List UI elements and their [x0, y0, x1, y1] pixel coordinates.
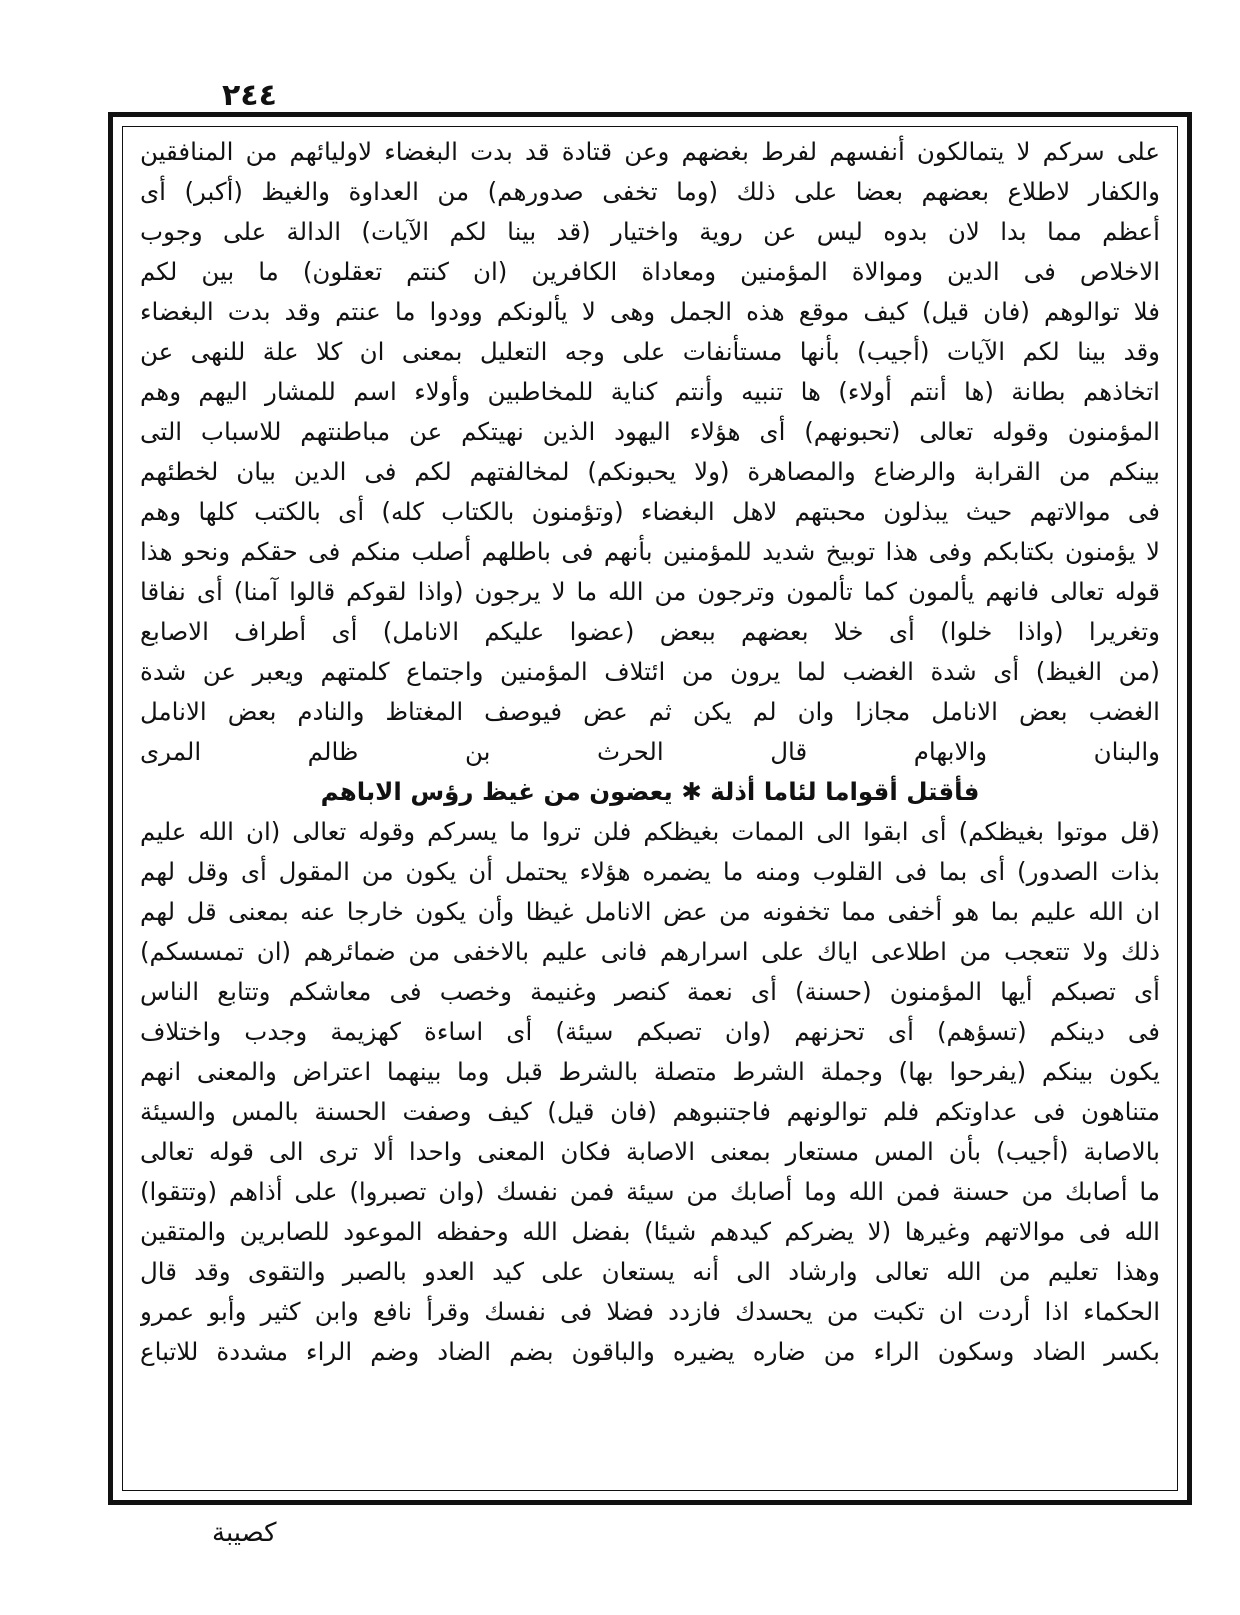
text-line: وقد بينا لكم الآيات (أجيب) بأنها مستأنفات على وجه التعليل بمعنى ان كلا علة للنهى عن: [140, 337, 1160, 366]
body-text: [140, 132, 1160, 1372]
text-line: قوله تعالى فانهم يألمون كما تألمون وترجون من الله ما لا يرجون (واذا لقوكم قالوا آمنا) أى نفاقا: [140, 577, 1160, 606]
text-line: وتغريرا (واذا خلوا) أى خلا بعضهم ببعض (عضوا عليكم الانامل) أى أطراف الاصابع: [140, 617, 1160, 646]
text-line: المؤمنون وقوله تعالى (تحبونهم) أى هؤلاء اليهود الذين نهيتكم عن مباطنتهم للاسباب التى: [140, 417, 1160, 446]
text-line: الحكماء اذا أردت ان تكبت من يحسدك فازدد فضلا فى نفسك وقرأ نافع وابن كثير وأبو عمرو: [140, 1297, 1160, 1326]
text-line: أعظم مما بدا لان بدوه ليس عن روية واختيار (قد بينا لكم الآيات) الدالة على وجوب: [140, 217, 1160, 246]
text-line: والكفار لاطلاع بعضهم بعضا على ذلك (وما تخفى صدورهم) من العداوة والغيظ (أكبر) أى: [140, 177, 1160, 206]
text-line: فى موالاتهم حيث يبذلون محبتهم لاهل البغضاء (وتؤمنون بالكتاب كله) أى بالكتب كلها وهم: [140, 497, 1160, 526]
text-line: ان الله عليم بما هو أخفى مما تخفونه من عض الانامل غيظا وأن يكون خارجا عنه بمعنى قل لهم: [140, 897, 1160, 926]
text-line: لا يؤمنون بكتابكم وفى هذا توبيخ شديد للمؤمنين بأنهم فى باطلهم أصلب منكم فى حقكم ونحو هذا: [140, 537, 1160, 566]
text-line: وهذا تعليم من الله تعالى وارشاد الى أنه يستعان على كيد العدو بالصبر والتقوى وقد قال: [140, 1257, 1160, 1286]
catchword: كصيبة: [212, 1518, 277, 1548]
text-line: ما أصابك من حسنة فمن الله وما أصابك من سيئة فمن نفسك (وان تصبروا) على أذاهم (وتتقوا): [140, 1177, 1160, 1206]
text-line: بالاصابة (أجيب) بأن المس مستعار بمعنى الاصابة فكان المعنى واحدا ألا ترى الى قوله تعالى: [140, 1137, 1160, 1166]
text-line: الله فى موالاتهم وغيرها (لا يضركم كيدهم شيئا) بفضل الله وحفظه الموعود للصابرين والمتقين: [140, 1217, 1160, 1246]
text-line: بذات الصدور) أى بما فى القلوب ومنه ما يضمره هؤلاء يحتمل أن يكون من المقول أى وقل لهم: [140, 857, 1160, 886]
text-line: على سركم لا يتمالكون أنفسهم لفرط بغضهم وعن قتادة قد بدت البغضاء لاوليائهم من المنافقين: [140, 137, 1160, 166]
text-line: اتخاذهم بطانة (ها أنتم أولاء) ها تنبيه وأنتم كناية للمخاطبين وأولاء اسم للمشار اليهم وهم: [140, 377, 1160, 406]
text-line: (قل موتوا بغيظكم) أى ابقوا الى الممات بغيظكم فلن تروا ما يسركم وقوله تعالى (ان الله عليم: [140, 817, 1160, 846]
text-line: يكون بينكم (يفرحوا بها) وجملة الشرط متصلة بالشرط قبل وما بينهما اعتراض والمعنى انهم: [140, 1057, 1160, 1086]
text-line: والبنان والابهام قال الحرث بن ظالم المرى: [140, 737, 1160, 766]
text-line: ذلك ولا تتعجب من اطلاعى اياك على اسرارهم فانى عليم بالاخفى من ضمائرهم (ان تمسسكم): [140, 937, 1160, 966]
page-number: ٢٤٤: [222, 78, 277, 113]
text-line: متناهون فى عداوتكم فلم توالونهم فاجتنبوهم (فان قيل) كيف وصفت الحسنة بالمس والسيئة: [140, 1097, 1160, 1126]
text-line: الاخلاص فى الدين وموالاة المؤمنين ومعاداة الكافرين (ان كنتم تعقلون) ما بين لكم: [140, 257, 1160, 286]
text-line: فلا توالوهم (فان قيل) كيف موقع هذه الجمل وهى لا يألونكم وودوا ما عنتم وقد بدت البغضاء: [140, 297, 1160, 326]
text-line: بكسر الضاد وسكون الراء من ضاره يضيره والباقون بضم الضاد وضم الراء مشددة للاتباع: [140, 1337, 1160, 1366]
text-line: (من الغيظ) أى شدة الغضب لما يرون من ائتلاف المؤمنين واجتماع كلمتهم ويعبر عن شدة: [140, 657, 1160, 686]
poetry-verse: فأقتل أقواما لئاما أذلة ✱ يعضون من غيظ رؤس الاباهم: [320, 777, 980, 806]
text-line: فى دينكم (تسؤهم) أى تحزنهم (وان تصبكم سيئة) أى اساءة كهزيمة وجدب واختلاف: [140, 1017, 1160, 1046]
text-line: أى تصبكم أيها المؤمنون (حسنة) أى نعمة كنصر وغنيمة وخصب فى معاشكم وتتابع الناس: [140, 977, 1160, 1006]
text-line: بينكم من القرابة والرضاع والمصاهرة (ولا يحبونكم) لمخالفتهم لكم فى الدين بيان لخطئهم: [140, 457, 1160, 486]
text-line: الغضب بعض الانامل مجازا وان لم يكن ثم عض فيوصف المغتاظ والنادم بعض الانامل: [140, 697, 1160, 726]
